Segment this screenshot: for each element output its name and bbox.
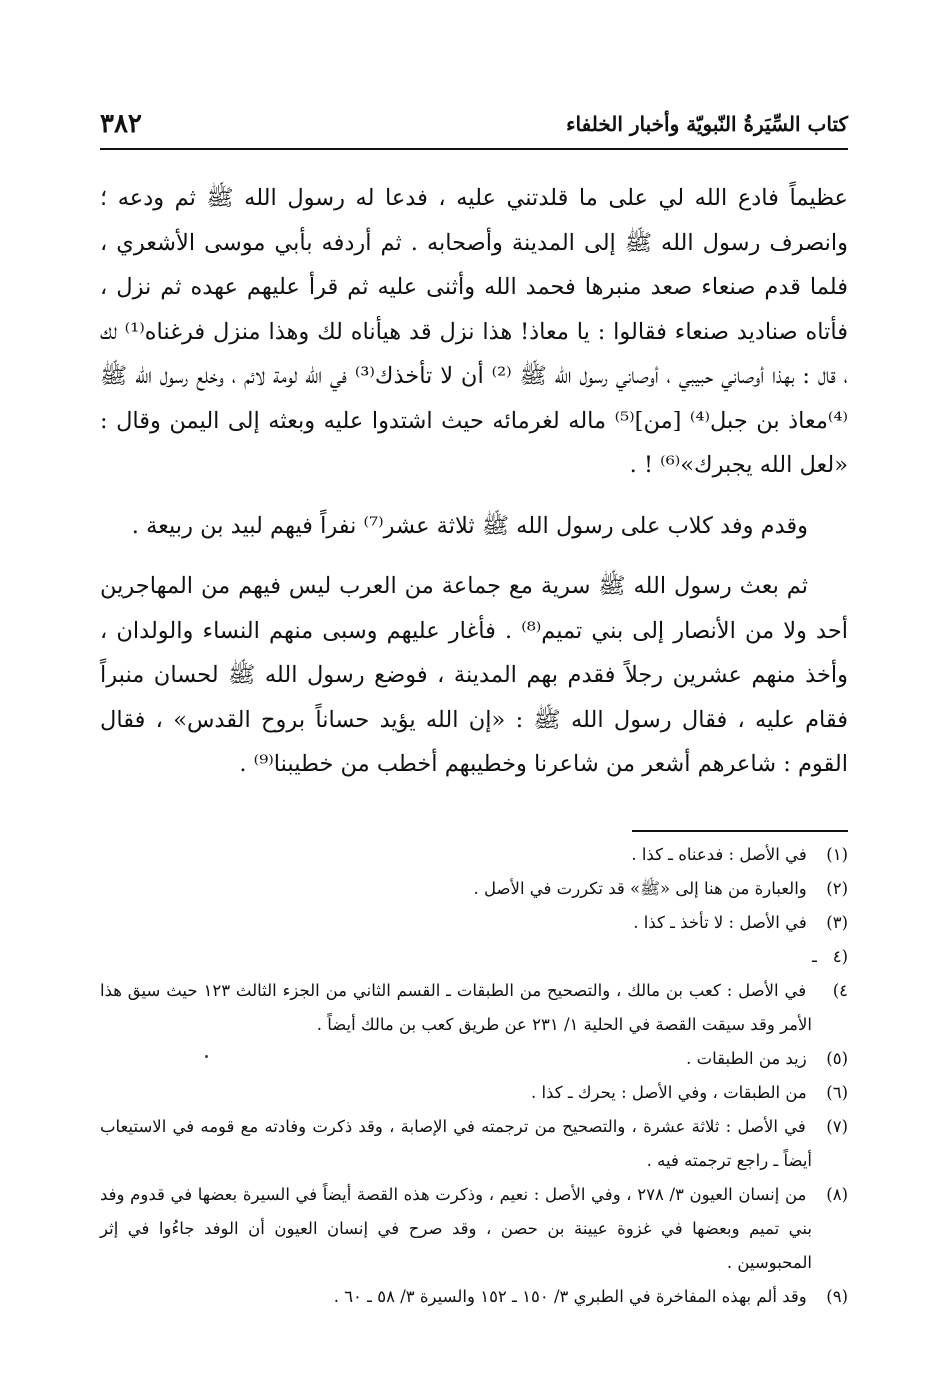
footnote-text: من إنسان العيون ٣/ ٢٧٨ ، وفي الأصل : نعيم ، وذكرت هذه القصة أيضاً في السيرة بعضها في قدوم وفد بني تميم وبعضها في غزوة عيينة بن حصن ، وقد صرح في إنسان العيون أن الوفد جاءُوا في إثر المحبوسين . — [100, 1185, 812, 1272]
footnote-rule — [632, 830, 848, 832]
footnote — [100, 1110, 848, 1178]
footnote-number: (٩) — [826, 1287, 848, 1306]
footnote — [100, 906, 848, 940]
page-header — [100, 104, 848, 144]
footnote-number: (٨) — [826, 1185, 848, 1204]
footnote — [100, 1178, 848, 1280]
footnotes — [100, 838, 848, 1314]
footnote-text: في الأصل : ثلاثة عشرة ، والتصحيح من ترجمته في الإصابة ، وقد ذكرت وفادته مع قومه في الاستيعاب أيضاً ـ راجع ترجمته فيه . — [100, 1117, 812, 1170]
footnote-text: في الأصل : لا تأخذ ـ كذا . — [633, 913, 807, 932]
running-title: كتاب السِّيَرةُ النّبويّة وأخبار الخلفاء — [566, 112, 848, 136]
paragraph: عظيماً فادع الله لي على ما قلدتني عليه ، فدعا له رسول الله ﷺ ثم ودعه ؛ وانصرف رسول الله ﷺ إلى المدينة وأصحابه . ثم أردفه بأبي موسى الأشعري ، فلما قدم صنعاء صعد منبرها فحمد الله وأثنى عليه ثم قرأ عليهم عهده ثم نزل ، فأتاه صناديد صنعاء فقالوا : يا معاذ! هذا نزل قد هيأناه لك وهذا منزل فرغناه⁽¹⁾ لك ، قال : بهذا أوصاني حبيبي ، أوصاني رسول الله ﷺ ⁽²⁾ أن لا تأخذك⁽³⁾ في الله لومة لائم ، وخلع رسول الله ﷺ ⁽⁴⁾معاذ بن جبل⁽⁴⁾ [من]⁽⁵⁾ ماله لغرمائه حيث اشتدوا عليه وبعثه إلى اليمن وقال : «لعل الله يجبرك»⁽⁶⁾ ! . — [100, 185, 848, 478]
footnote-number: (٤ ـ ٤) — [812, 947, 848, 1000]
scan-speck — [205, 1055, 208, 1058]
footnote-number: (٣) — [826, 913, 848, 932]
footnote-text: من الطبقات ، وفي الأصل : يحرك ـ كذا . — [530, 1083, 807, 1102]
footnote-number: (٦) — [826, 1083, 848, 1102]
main-text — [100, 176, 848, 787]
footnote-text: وقد ألم بهذه المفاخرة في الطبري ٣/ ١٥٠ ـ ١٥٢ والسيرة ٣/ ٥٨ ـ ٦٠ . — [333, 1287, 807, 1306]
paragraph: وقدم وفد كلاب على رسول الله ﷺ ثلاثة عشر⁽⁷⁾ نفراً فيهم لبيد بن ربيعة . — [131, 512, 808, 539]
footnote — [100, 872, 848, 906]
footnote-text: في الأصل : كعب بن مالك ، والتصحيح من الطبقات ـ القسم الثاني من الجزء الثالث ١٢٣ حيث سيق هذا الأمر وقد سيقت القصة في الحلية ١/ ٢٣١ عن طريق كعب بن مالك أيضاً . — [100, 981, 812, 1034]
footnote — [100, 1076, 848, 1110]
header-rule — [100, 148, 848, 150]
footnote-number: (٢) — [826, 879, 848, 898]
footnote — [100, 838, 848, 872]
footnote-number: (١) — [826, 845, 848, 864]
footnote-number: (٥) — [826, 1049, 848, 1068]
footnote — [100, 1042, 848, 1076]
footnote — [100, 1280, 848, 1314]
footnote-number: (٧) — [826, 1117, 848, 1136]
footnote-text: في الأصل : فدعناه ـ كذا . — [631, 845, 807, 864]
footnote-text: زيد من الطبقات . — [686, 1049, 807, 1068]
page-number: ٣٨٢ — [100, 109, 142, 139]
footnote-text: والعبارة من هنا إلى «ﷺ» قد تكررت في الأصل . — [473, 879, 807, 898]
paragraph: ثم بعث رسول الله ﷺ سرية مع جماعة من العرب ليس فيهم من المهاجرين أحد ولا من الأنصار إلى بني تميم⁽⁸⁾ . فأغار عليهم وسبى منهم النساء والولدان ، وأخذ منهم عشرين رجلاً فقدم بهم المدينة ، فوضع رسول الله ﷺ لحسان منبراً فقام عليه ، فقال رسول الله ﷺ : «إن الله يؤيد حساناً بروح القدس» ، فقال القوم : شاعرهم أشعر من شاعرنا وخطيبهم أخطب من خطيبنا⁽⁹⁾ . — [100, 573, 848, 777]
footnote — [100, 940, 848, 1042]
